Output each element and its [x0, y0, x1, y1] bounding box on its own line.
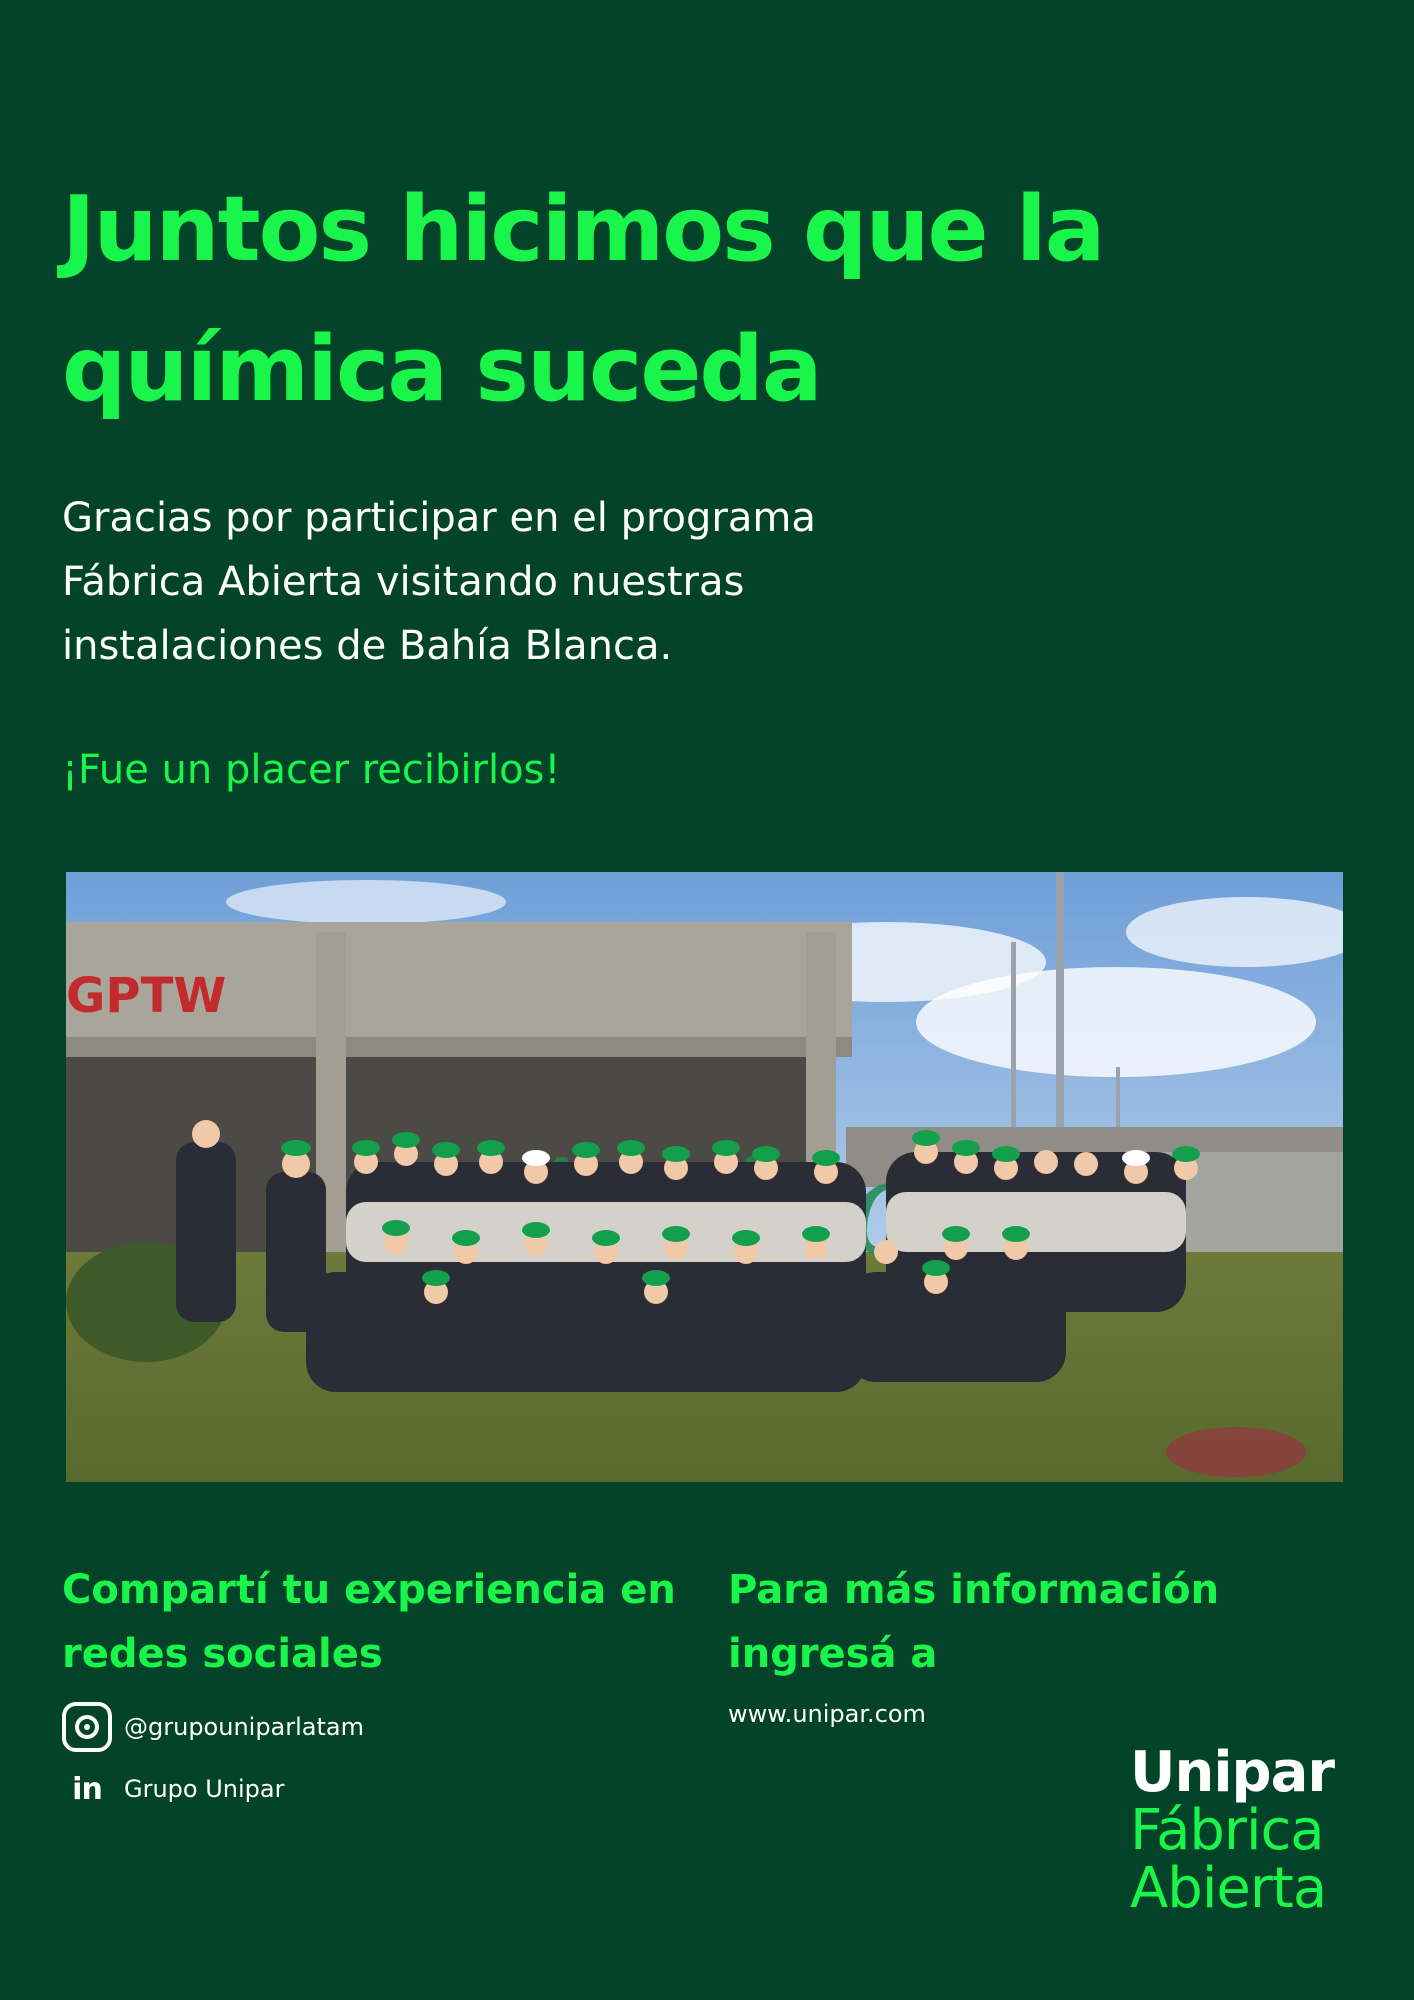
logo-line-2: Abierta	[1130, 1856, 1327, 1921]
cheer-text: ¡Fue un placer recibirlos!	[62, 747, 561, 793]
info-heading: Para más información ingresá a	[728, 1567, 1220, 1677]
intro-text: Gracias por participar en el programa Fábrica Abierta visitando nuestras instalaciones de Bahía Blanca.	[62, 495, 816, 669]
instagram-handle: @grupouniparlatam	[124, 1713, 364, 1741]
website-link[interactable]: www.unipar.com	[728, 1700, 926, 1728]
unipar-logo	[1130, 1740, 1335, 1921]
logo-brand: Unipar	[1130, 1740, 1335, 1805]
logo-line-1: Fábrica	[1130, 1798, 1324, 1863]
linkedin-row[interactable]	[62, 1764, 284, 1814]
linkedin-name: Grupo Unipar	[124, 1775, 285, 1803]
instagram-row[interactable]	[62, 1702, 364, 1752]
group-photo	[66, 872, 1343, 1482]
headline: Juntos hicimos que la química suceda	[62, 177, 1104, 422]
gptw-sign: GPTW	[66, 968, 227, 1024]
instagram-icon	[62, 1702, 112, 1752]
linkedin-icon	[62, 1764, 112, 1814]
linkedin-glyph: in	[72, 1771, 102, 1807]
share-heading: Compartí tu experiencia en redes sociales	[62, 1567, 676, 1677]
